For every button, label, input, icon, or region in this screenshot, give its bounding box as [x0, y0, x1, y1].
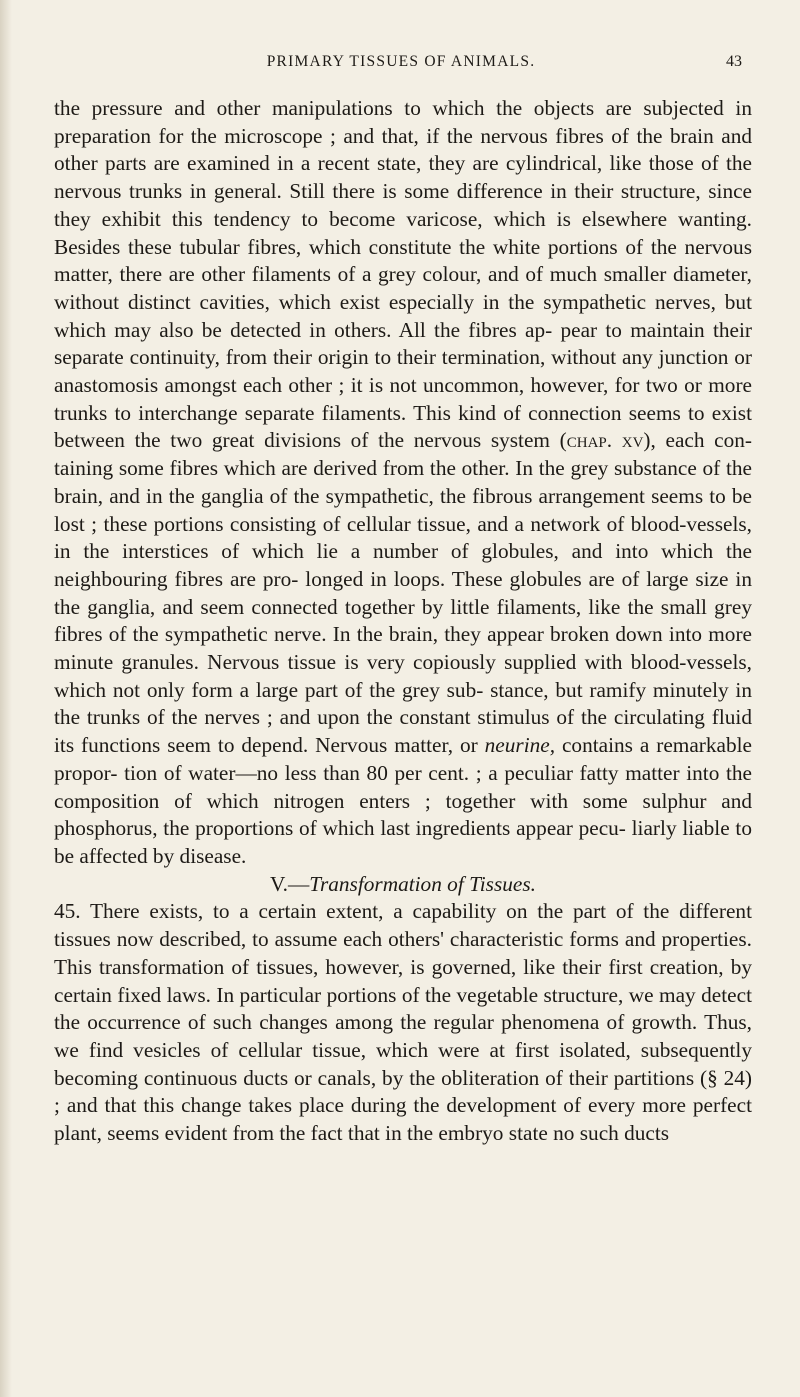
paragraph-text: the pressure and other manipulations to which the objects are subjected in preparation for the microscope ; and that, if the nervous fibres of the brain and other parts are examined in a recent state, they are cylindrical, like those of the nervous trunks in general. Still there is some difference in their structure, since they exhibit this tendency to become varicose, which is elsewhere wanting. Besides these tubular fibres, which constitute the white portions of the nervous matter, there are other filaments of a grey colour, and of much smaller diameter, without distinct cavities, which exist especially in the sympathetic nerves, but which may also be detected in others. All the fibres ap- pear to maintain their separate continuity, from their origin to their termination, without any junction or anastomosis amongst each other ; it is not uncommon, however, for two or more trunks to interchange separate filaments. This kind of connection seems to exist between the two great divisions of the nervous system (	[54, 96, 752, 453]
chapter-reference: chap. xv	[566, 428, 644, 453]
body-text	[54, 95, 752, 1148]
italic-term: neurine,	[484, 733, 556, 758]
paragraph-text: contains a remarkable propor- tion of water—no less than 80 per cent. ; a peculiar fatty matter into the composition of which nitrogen enters ; together with some sulphur and phosphorus, the proportions of which last ingredients appear pecu- liarly liable to be affected by disease.	[54, 733, 753, 868]
running-title: PRIMARY TISSUES OF ANIMALS.	[266, 53, 536, 70]
page-fold-shadow	[0, 0, 12, 1397]
paragraph-text: 45. There exists, to a certain extent, a capability on the part of the different tissues now described, to assume each others' characteristic forms and properties. This transformation of tissues, however, is governed, like their first creation, by certain fixed laws. In particular portions of the vegetable structure, we may detect the occurrence of such changes among the regular phenomena of growth. Thus, we find vesicles of cellular tissue, which were at first isolated, subsequently becoming continuous ducts or canals, by the obliteration of their partitions (§ 24) ; and that this change takes place during the development of every more perfect plant, seems evident from the fact that in the embryo state no such ducts	[54, 899, 752, 1146]
section-heading	[54, 871, 752, 899]
paragraph-45	[54, 898, 752, 1147]
paragraph-nervous-tissue	[54, 95, 752, 871]
paragraph-text: ), each con- taining some fibres which are derived from the other. In the grey substance of the brain, and in the ganglia of the sympathetic, the fibrous arrangement seems to be lost ; these portions consisting of cellular tissue, and a network of blood-vessels, in the interstices of which lie a number of globules, and into which the neighbouring fibres are pro- longed in loops. These globules are of large size in the ganglia, and seem connected together by little filaments, like the small grey fibres of the sympathetic nerve. In the brain, they appear broken down into more minute granules. Nervous tissue is very copiously supplied with blood-vessels, which not only form a large part of the grey sub- stance, but ramify minutely in the trunks of the nerves ; and upon the constant stimulus of the circulating fluid its functions seem to depend. Nervous matter, or	[54, 428, 752, 758]
running-head	[54, 53, 748, 75]
page-number: 43	[726, 53, 742, 70]
section-numeral: V.—	[270, 871, 310, 896]
section-title: Transformation of Tissues.	[309, 871, 536, 896]
